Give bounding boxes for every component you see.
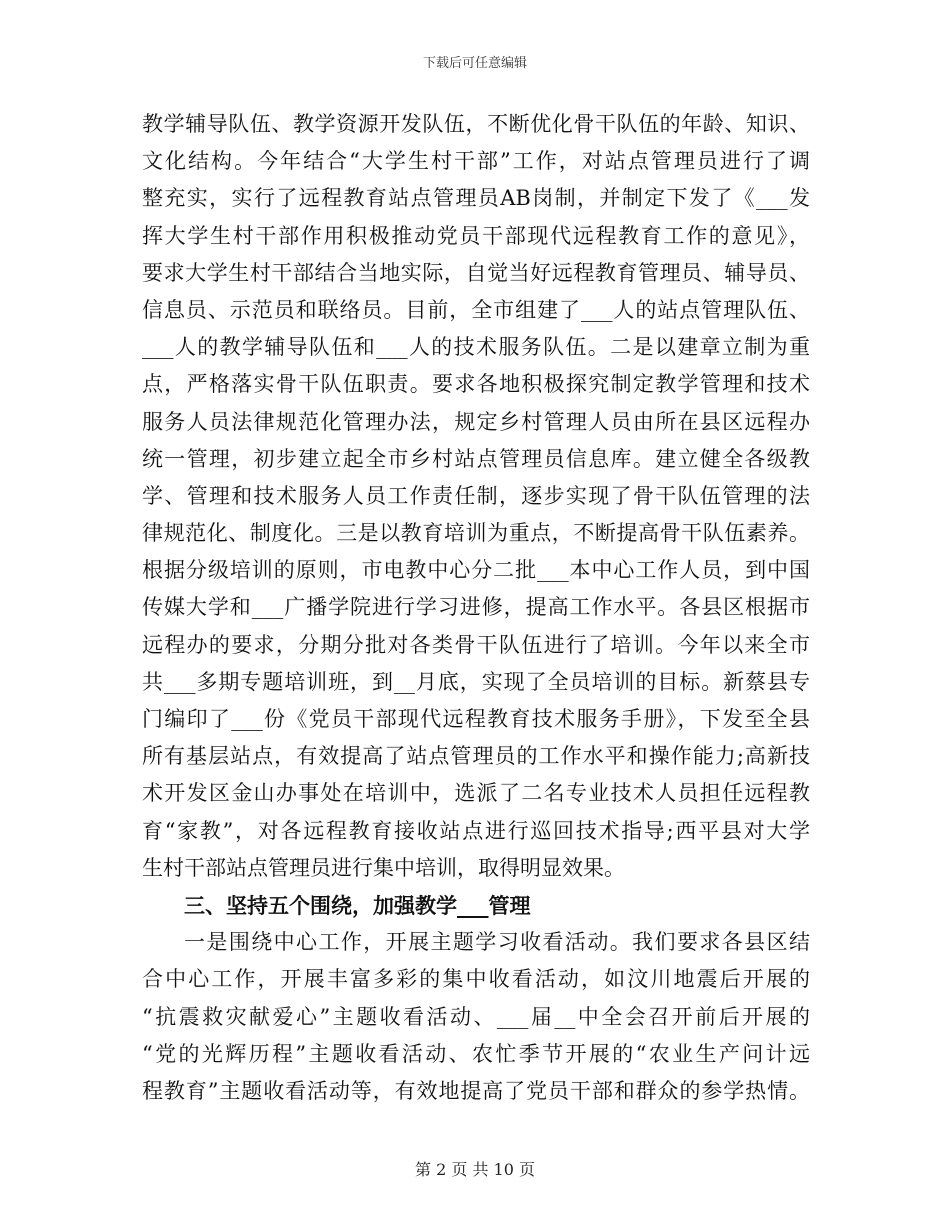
document-body — [142, 106, 810, 1110]
body-line: 点，严格落实骨干队伍职责。要求各地积极探究制定教学管理和技术 — [142, 372, 810, 397]
body-line: 门编印了___份《党员干部现代远程教育技术服务手册》，下发至全县 — [142, 707, 810, 731]
body-line: “抗震救灾献爱心”主题收看活动、___届__中全会召开前后开展的 — [142, 1004, 810, 1029]
body-line: 教学辅导队伍、教学资源开发队伍，不断优化骨干队伍的年龄、知识、 — [142, 112, 810, 136]
body-line: 共___多期专题培训班，到__月底，实现了全员培训的目标。新蔡县专 — [142, 669, 810, 694]
section-heading: 三、坚持五个围绕，加强教学___管理 — [184, 892, 531, 918]
body-line: 整充实，实行了远程教育站点管理员AB岗制，并制定下发了《___发 — [142, 186, 810, 211]
body-line: 文化结构。今年结合“大学生村干部”工作，对站点管理员进行了调 — [142, 149, 810, 174]
body-line: “党的光辉历程”主题收看活动、农忙季节开展的“农业生产问计远 — [142, 1041, 810, 1066]
body-line: 学、管理和技术服务人员工作责任制，逐步实现了骨干队伍管理的法 — [142, 483, 810, 508]
body-line: 远程办的要求，分期分批对各类骨干队伍进行了培训。今年以来全市 — [142, 632, 810, 657]
body-line: 服务人员法律规范化管理办法，规定乡村管理人员由所在县区远程办 — [142, 409, 810, 434]
body-line: 信息员、示范员和联络员。目前，全市组建了___人的站点管理队伍、 — [142, 297, 810, 322]
body-line: 合中心工作，开展丰富多彩的集中收看活动，如汶川地震后开展的 — [142, 967, 810, 992]
page-header: 下载后可任意编辑 — [422, 56, 527, 71]
body-line: 育“家教”，对各远程教育接收站点进行巡回技术指导;西平县对大学 — [142, 818, 810, 843]
body-line: 挥大学生村干部作用积极推动党员干部现代远程教育工作的意见》， — [142, 223, 810, 248]
body-line-last: 生村干部站点管理员进行集中培训，取得明显效果。 — [142, 855, 625, 880]
body-line: 程教育”主题收看活动等，有效地提高了党员干部和群众的参学热情。 — [142, 1078, 810, 1103]
body-line: 传媒大学和___广播学院进行学习进修，提高工作水平。各县区根据市 — [142, 595, 810, 620]
body-line: 统一管理，初步建立起全市乡村站点管理员信息库。建立健全各级教 — [142, 446, 810, 471]
body-line: 所有基层站点，有效提高了站点管理员的工作水平和操作能力;高新技 — [142, 744, 810, 769]
page-number-footer: 第 2 页 共 10 页 — [415, 1160, 535, 1179]
body-line: 根据分级培训的原则，市电教中心分二批___本中心工作人员，到中国 — [142, 558, 810, 583]
body-line: 一是围绕中心工作，开展主题学习收看活动。我们要求各县区结 — [184, 930, 810, 955]
body-line: 要求大学生村干部结合当地实际，自觉当好远程教育管理员、辅导员、 — [142, 260, 810, 285]
body-line: 律规范化、制度化。三是以教育培训为重点，不断提高骨干队伍素养。 — [142, 521, 810, 546]
body-line: 术开发区金山办事处在培训中，选派了二名专业技术人员担任远程教 — [142, 781, 810, 806]
body-line: ___人的教学辅导队伍和___人的技术服务队伍。二是以建章立制为重 — [142, 335, 810, 360]
